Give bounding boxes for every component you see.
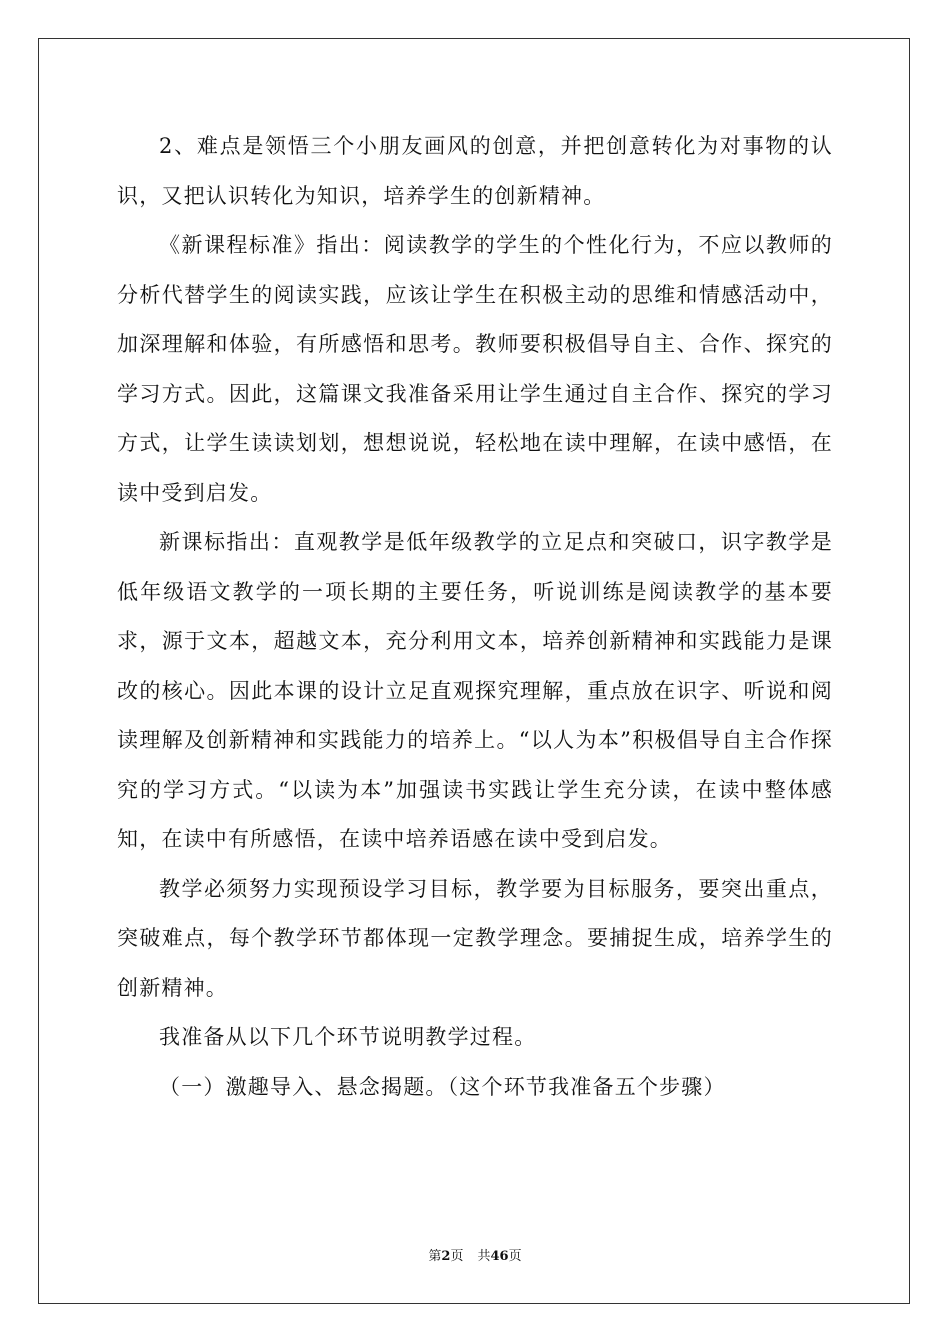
- page-footer: [0, 1248, 950, 1266]
- paragraph-teaching-goals: 教学必须努力实现预设学习目标，教学要为目标服务，要突出重点，突破难点，每个教学环节都体现一定教学理念。要捕捉生成，培养学生的创新精神。: [117, 876, 833, 1000]
- footer-page-number: 2: [441, 1249, 451, 1264]
- document-body: [117, 122, 833, 1112]
- paragraph-curriculum-standard: 《新课程标准》指出：阅读教学的学生的个性化行为，不应以教师的分析代替学生的阅读实践，应该让学生在积极主动的思维和情感活动中，加深理解和体验，有所感悟和思考。教师要积极倡导自主、合作、探究的学习方式。因此，这篇课文我准备采用让学生通过自主合作、探究的学习方式，让学生读读划划，想想说说，轻松地在读中理解，在读中感悟，在读中受到启发。: [117, 233, 833, 505]
- footer-total-suffix: 页: [508, 1249, 522, 1264]
- paragraph-process-intro: 我准备从以下几个环节说明教学过程。: [159, 1025, 537, 1049]
- footer-total-prefix: 共: [477, 1249, 491, 1264]
- footer-total-pages: 46: [490, 1249, 509, 1264]
- footer-page-suffix: 页: [450, 1249, 464, 1264]
- paragraph-new-standard: 新课标指出：直观教学是低年级教学的立足点和突破口，识字教学是低年级语文教学的一项长期的主要任务，听说训练是阅读教学的基本要求，源于文本，超越文本，充分利用文本，培养创新精神和实践能力是课改的核心。因此本课的设计立足直观探究理解，重点放在识字、听说和阅读理解及创新精神和实践能力的培养上。“以人为本”积极倡导自主合作探究的学习方式。“以读为本”加强读书实践让学生充分读，在读中整体感知，在读中有所感悟，在读中培养语感在读中受到启发。: [117, 530, 833, 851]
- footer-page-prefix: 第: [428, 1249, 442, 1264]
- paragraph-section-one: （一）激趣导入、悬念揭题。（这个环节我准备五个步骤）: [159, 1074, 726, 1099]
- paragraph-difficulty: 2、难点是领悟三个小朋友画风的创意，并把创意转化为对事物的认识，又把认识转化为知识，培养学生的创新精神。: [117, 134, 833, 208]
